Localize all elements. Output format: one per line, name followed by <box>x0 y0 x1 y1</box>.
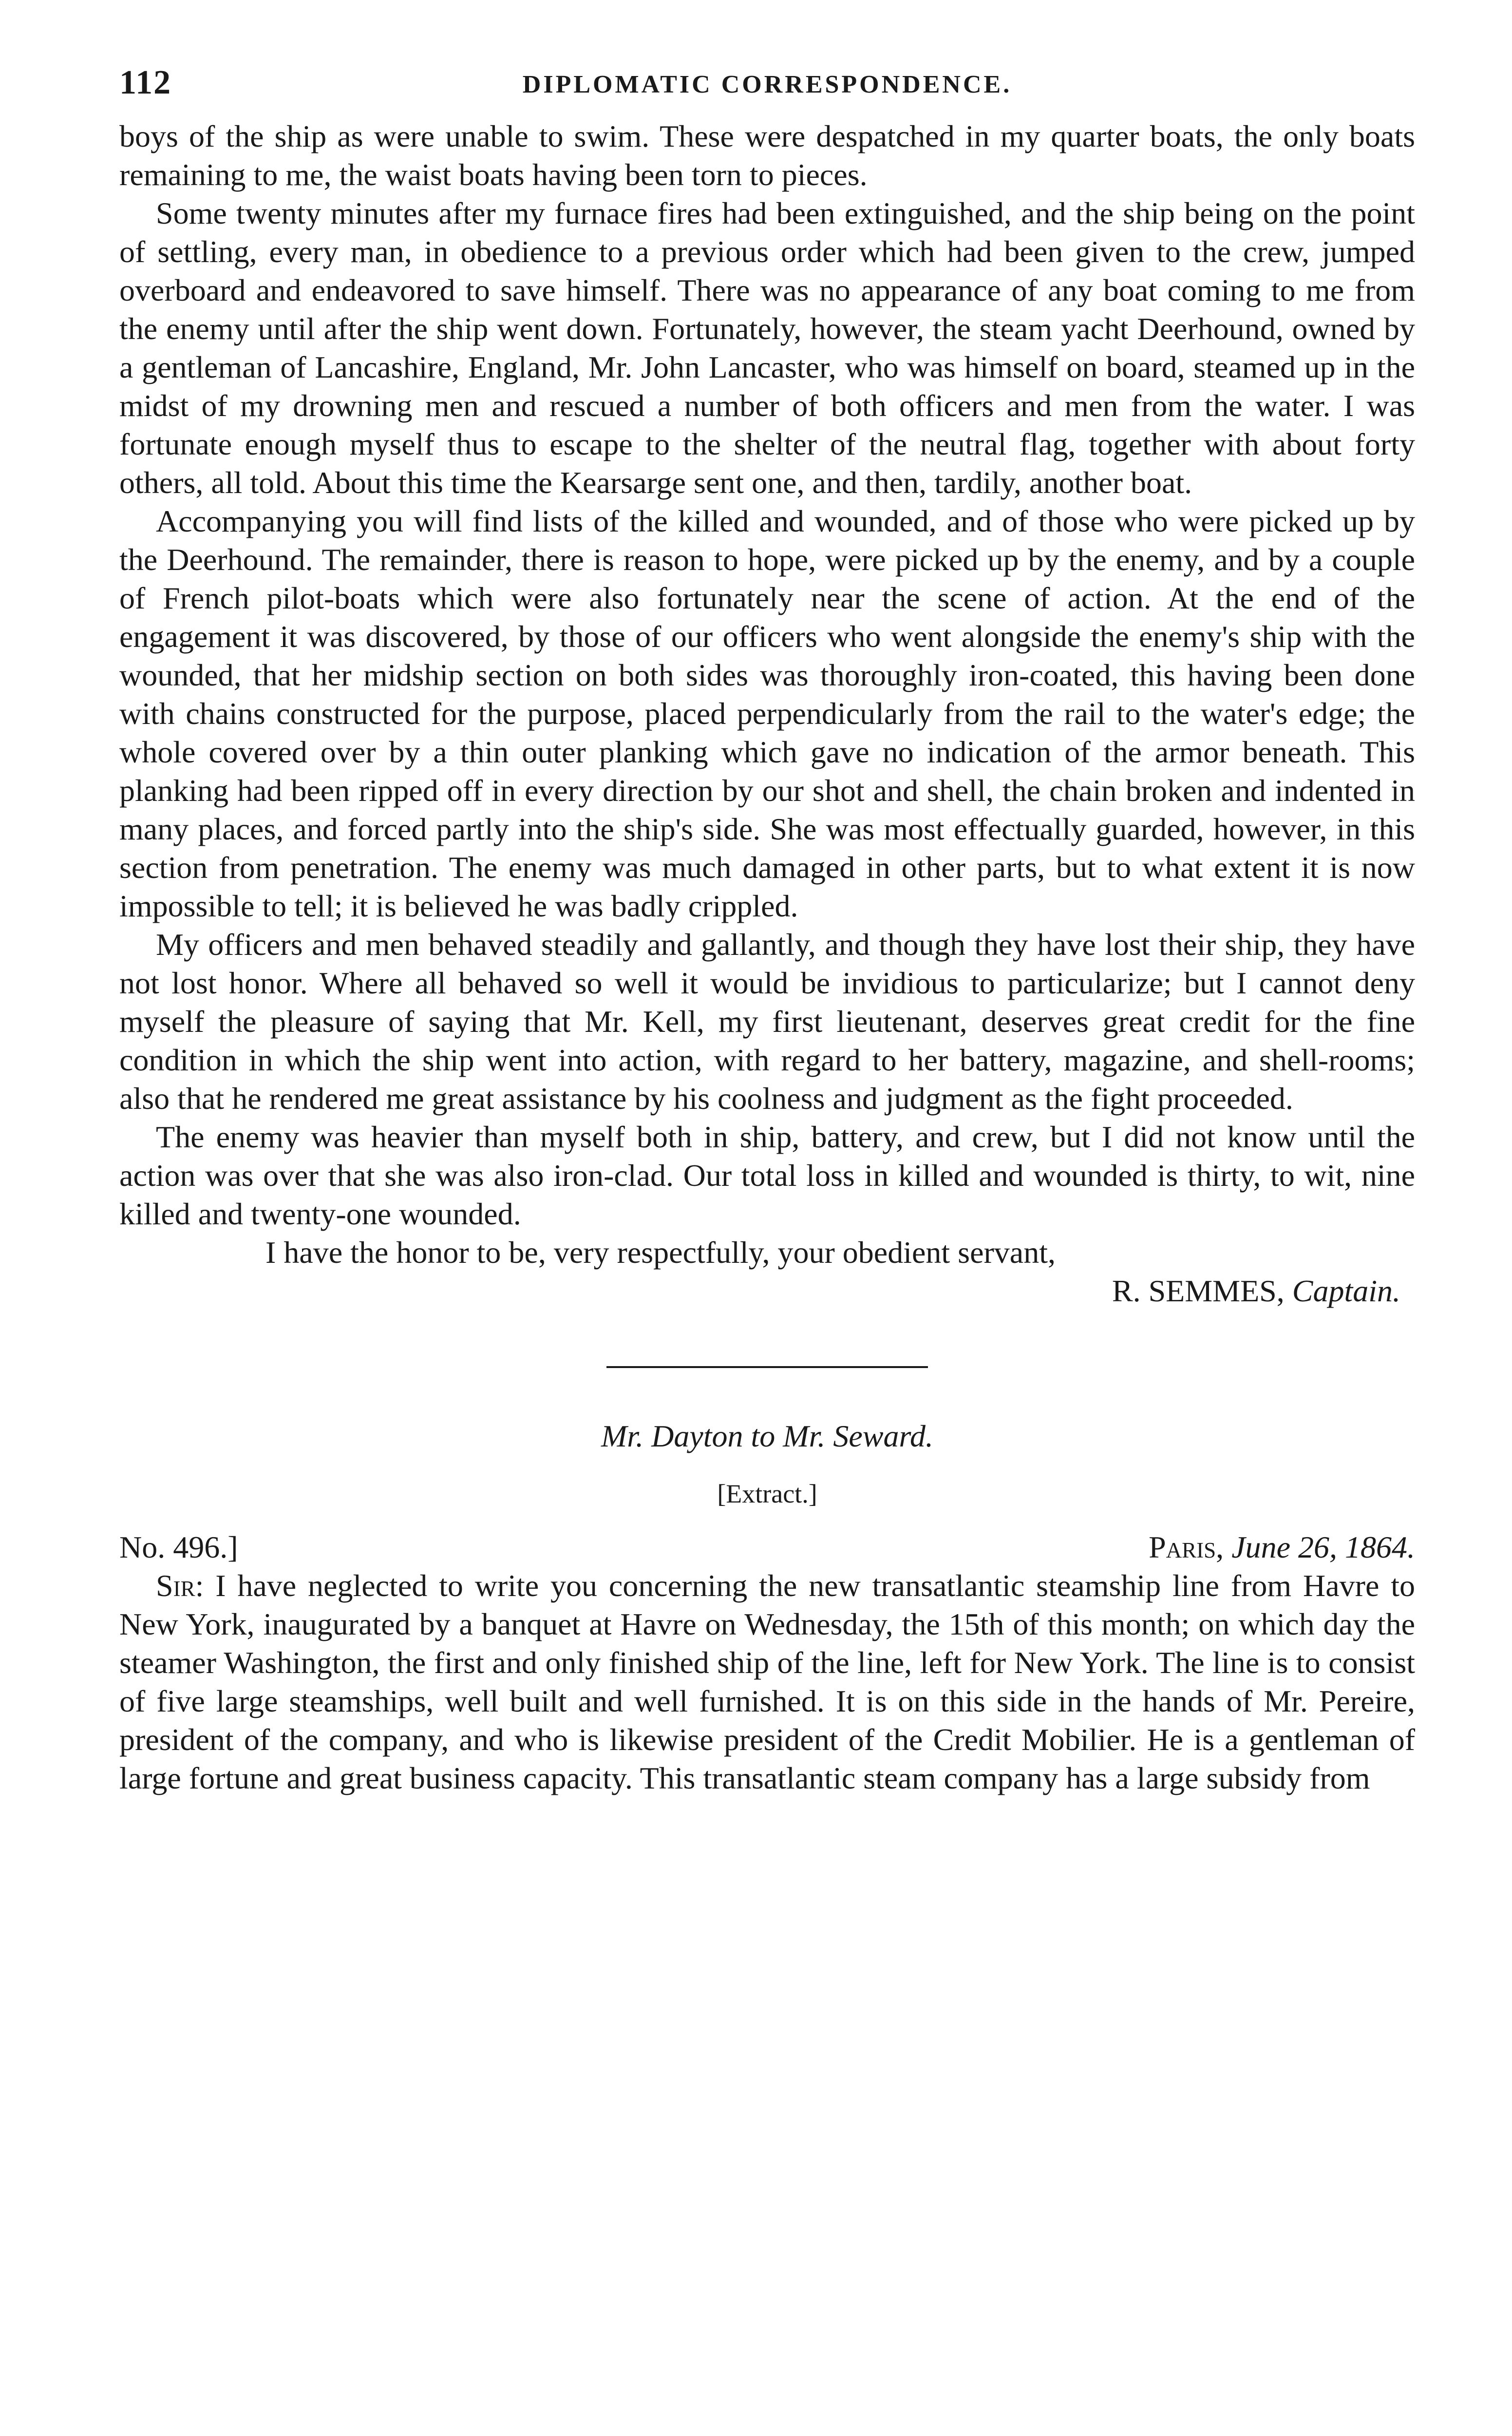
letter-heading: Mr. Dayton to Mr. Seward. <box>601 1419 934 1453</box>
date: June 26, 1864. <box>1231 1530 1415 1564</box>
place: Paris, <box>1149 1530 1224 1564</box>
paragraph: Some twenty minutes after my furnace fires had been extinguished, and the ship being on the point of settling, every man, in obedience to a previous order which had been given to the crew, jumped overboard and endeavored to save himself. There was no appearance of any boat coming to me from the enemy until after the ship went down. Fortunately, however, the steam yacht Deerhound, owned by a gentleman of Lancashire, England, Mr. John Lancaster, who was himself on board, steamed up in the midst of my drowning men and rescued a number of both officers and men from the water. I was fortunate enough myself thus to escape to the shelter of the neutral flag, together with about forty others, all told. About this time the Kearsarge sent one, and then, tardily, another boat. <box>119 196 1415 500</box>
signature-title: Captain. <box>1292 1274 1400 1308</box>
paragraph-text: I have neglected to write you concerning the new transatlantic steamship line from Havre to New York, inaugurated by a banquet at Havre on Wednesday, the 15th of this month; on which day the steamer Washington, the first and only finished ship of the line, left for New York. The line is to consist of five large steamships, well built and well furnished. It is on this side in the hands of Mr. Pereire, president of the company, and who is likewise president of the Credit Mobilier. He is a gentleman of large fortune and great business capacity. This transatlantic steam company has a large subsidy from <box>119 1568 1416 1795</box>
paragraph: Accompanying you will find lists of the killed and wounded, and of those who were picked up by the Deerhound. The remainder, there is reason to hope, were picked up by the enemy, and by a couple of French pilot-boats which were also fortunately near the scene of action. At the end of the engagement it was discovered, by those of our officers who went alongside the enemy's ship with the wounded, that her midship section on both sides was thoroughly iron-coated, this having been done with chains constructed for the purpose, placed perpendicularly from the rail to the water's edge; the whole covered over by a thin outer planking which gave no indication of the armor beneath. This planking had been ripped off in every direction by our shot and shell, the chain broken and indented in many places, and forced partly into the ship's side. She was most effectually guarded, however, in this section from penetration. The enemy was much damaged in other parts, but to what extent it is now impossible to tell; it is believed he was badly crippled. <box>119 504 1415 923</box>
dispatch-number: No. 496.] <box>119 1530 238 1564</box>
dateline <box>119 1528 1415 1566</box>
signature <box>119 1272 1415 1310</box>
place-date <box>1149 1528 1415 1566</box>
extract-note: [Extract.] <box>717 1479 817 1508</box>
paragraph: boys of the ship as were unable to swim. These were despatched in my quarter boats, the only boats remaining to me, the waist boats having been torn to pieces. <box>119 119 1415 192</box>
page-number: 112 <box>119 64 172 101</box>
paragraph <box>119 1566 1415 1797</box>
letter-semmes <box>119 117 1415 1310</box>
closing-line: I have the honor to be, very respectfully, your obedient servant, <box>265 1235 1056 1270</box>
paragraph: The enemy was heavier than myself both in ship, battery, and crew, but I did not know until the action was over that she was also iron-clad. Our total loss in killed and wounded is thirty, to wit, nine killed and twenty-one wounded. <box>119 1120 1415 1231</box>
salutation: Sir: <box>156 1568 204 1603</box>
paragraph: My officers and men behaved steadily and gallantly, and though they have lost their ship, they have not lost honor. Where all behaved so well it would be invidious to particularize; but I cannot deny myself the pleasure of saying that Mr. Kell, my first lieutenant, deserves great credit for the fine condition in which the ship went into action, with regard to her battery, magazine, and shell-rooms; also that he rendered me great assistance by his coolness and judgment as the fight proceeded. <box>119 927 1415 1116</box>
running-head <box>119 63 1415 117</box>
letter-dayton <box>119 1566 1415 1797</box>
section-divider <box>606 1366 928 1368</box>
document-page <box>119 63 1415 1797</box>
signature-name: R. SEMMES, <box>1112 1274 1285 1308</box>
running-title: DIPLOMATIC CORRESPONDENCE. <box>522 71 1012 98</box>
